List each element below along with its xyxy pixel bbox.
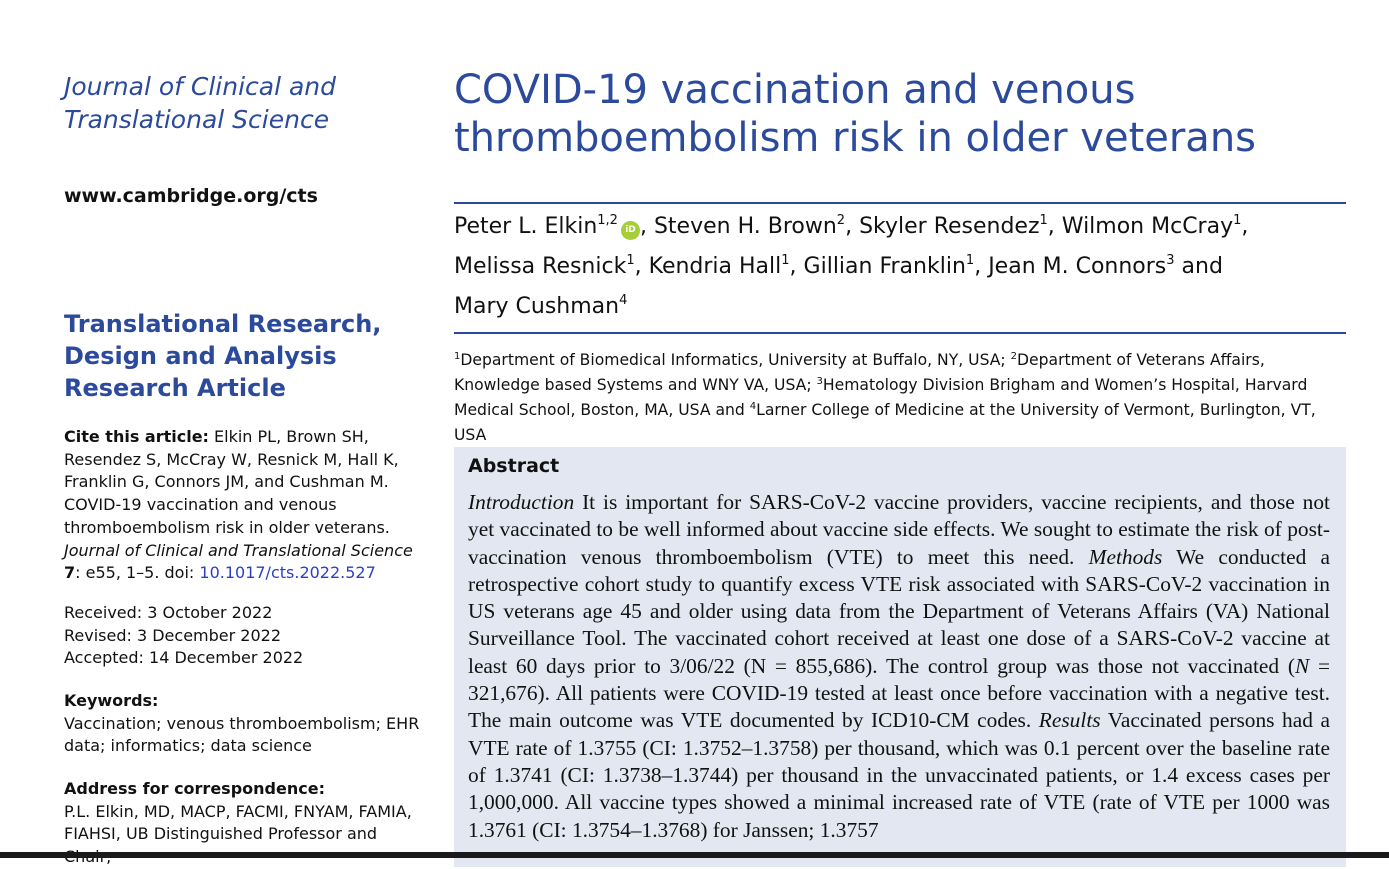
journal-name-line2: Translational Science: [64, 105, 330, 134]
publication-dates: [64, 602, 303, 670]
right-column: [454, 66, 1346, 162]
cite-journal: Journal of Clinical and Translational Science: [64, 540, 413, 560]
affiliation-text: Department of Veterans Affairs, Knowledge based Systems and WNY VA, USA;: [454, 351, 1265, 394]
author[interactable]: Mary Cushman$^4$: [454, 293, 628, 319]
article-title: [454, 66, 1346, 162]
title-line2: thromboembolism risk in older veterans: [454, 115, 1257, 161]
abstract-methods-label: Methods: [1088, 544, 1163, 569]
journal-name-line1: Journal of Clinical and: [64, 72, 337, 101]
journal-url[interactable]: www.cambridge.org/cts: [64, 185, 318, 207]
section-line3: Research Article: [64, 374, 286, 402]
author[interactable]: Peter L. Elkin$^{1,2}$: [454, 213, 618, 239]
affiliation-text: Department of Biomedical Informatics, University at Buffalo, NY, USA;: [460, 351, 1011, 369]
keywords-text: Vaccination; venous thromboembolism; EHR data; informatics; data science: [64, 713, 420, 756]
left-column: [64, 70, 424, 844]
date-revised: Revised: 3 December 2022: [64, 625, 282, 645]
correspondence-text: P.L. Elkin, MD, MACP, FACMI, FNYAM, FAMIA, FIAHSI, UB Distinguished Professor and: [64, 801, 412, 844]
affiliation-text: Hematology Division Brigham and Women’s Hospital, Harvard Medical School, Boston, MA, USA and: [454, 376, 1308, 419]
article-section-type: [64, 308, 404, 404]
citation-block: [64, 426, 424, 585]
author[interactable]: Gillian Franklin$^1$: [803, 253, 975, 279]
viewer-bottom-bar: [0, 852, 1389, 858]
author[interactable]: Kendria Hall$^1$: [648, 253, 790, 279]
abstract-results-label: Results: [1038, 708, 1101, 733]
author[interactable]: Steven H. Brown$^2$: [653, 213, 846, 239]
author[interactable]: Skyler Resendez$^1$: [859, 213, 1048, 239]
cite-volume: 7: [64, 563, 76, 583]
author-list: Peter L. Elkin$^{1,2}$iD , Steven H. Brown$^2$, Skyler Resendez$^1$, Wilmon McCray$^1$, Melissa Resnick$^1$, Kendria Hall$^1$, Gillian Franklin$^1$, Jean M. Connors$^3$ and Mary Cushman$^4$: [454, 213, 1249, 319]
doi-link[interactable]: 10.1017/cts.2022.527: [199, 563, 376, 583]
title-line1: COVID-19 vaccination and venous: [454, 67, 1136, 113]
affiliations: $^1$Department of Biomedical Informatics, University at Buffalo, NY, USA; $^2$Department of Veterans Affairs, Knowledge based Systems and WNY VA, USA; $^3$Hematology Division Brigham and Women’s Hospital, Harvard Medical School, Boston, MA, USA and $^4$Larner College of Medicine at the University of Vermont, Burlington, VT, USA: [454, 351, 1316, 444]
keywords-block: [64, 690, 424, 758]
abstract-body: Introduction It is important for SARS-CoV-2 vaccine providers, vaccine recipients, and those not yet vaccinated to be well informed about vaccine side effects. We sought to estimate the risk of post-vaccination venous thromboembolism (VTE) to meet this need. Methods We conducted a retrospective cohort study to quantify excess VTE risk associated with SARS-CoV-2 vaccination in US veterans age 45 and older using data from the Department of Veterans Affairs (VA) National Surveillance Tool. The vaccinated cohort received at least one dose of a SARS-CoV-2 vaccine at least 60 days prior to 3/06/22 (N = 855,686). The control group was those not vaccinated (N = 321,676). All patients were COVID-19 tested at least once before vaccination with a negative test. The main outcome was VTE documented by ICD10-CM codes. Results Vaccinated persons had a VTE rate of 1.3755 (CI: 1.3752–1.3758) per thousand, which was 0.1 percent over the baseline rate of 1.3741 (CI: 1.3738–1.3744) per thousand in the unvaccinated patients, or 1.4 excess cases per 1,000,000. All vaccine types showed a minimal increased rate of VTE (rate of VTE per 1000 was 1.3761 (CI: 1.3754–1.3768) for Janssen; 1.3757: [468, 490, 1331, 842]
cite-label: Cite this article:: [64, 427, 209, 446]
cite-pages: : e55, 1–5. doi:: [75, 563, 200, 583]
title-divider: [454, 202, 1346, 204]
section-line2: Design and Analysis: [64, 342, 337, 370]
affiliation-text: Larner College of Medicine at the University of Vermont, Burlington, VT, USA: [454, 401, 1316, 444]
keywords-label: Keywords:: [64, 691, 159, 710]
correspondence-label: Address for correspondence:: [64, 779, 325, 798]
orcid-icon[interactable]: iD: [621, 221, 640, 240]
author[interactable]: Wilmon McCray$^1$: [1061, 213, 1242, 239]
author[interactable]: Jean M. Connors$^3$: [988, 253, 1175, 279]
author-divider: [454, 332, 1346, 334]
date-received: Received: 3 October 2022: [64, 603, 273, 622]
section-line1: Translational Research,: [64, 310, 382, 338]
abstract-intro-label: Introduction: [468, 490, 575, 514]
abstract-heading: Abstract: [468, 455, 560, 477]
author[interactable]: Melissa Resnick$^1$: [454, 253, 635, 279]
journal-name: [64, 70, 424, 136]
date-accepted: Accepted: 14 December 2022: [64, 648, 304, 668]
abstract-box: [454, 447, 1346, 867]
cite-text: Elkin PL, Brown SH, Resendez S, McCray W, Resnick M, Hall K, Franklin G, Connors JM, and Cushman M. COVID-19 vaccination and venous thromboembolism risk in older veterans.: [64, 427, 399, 537]
